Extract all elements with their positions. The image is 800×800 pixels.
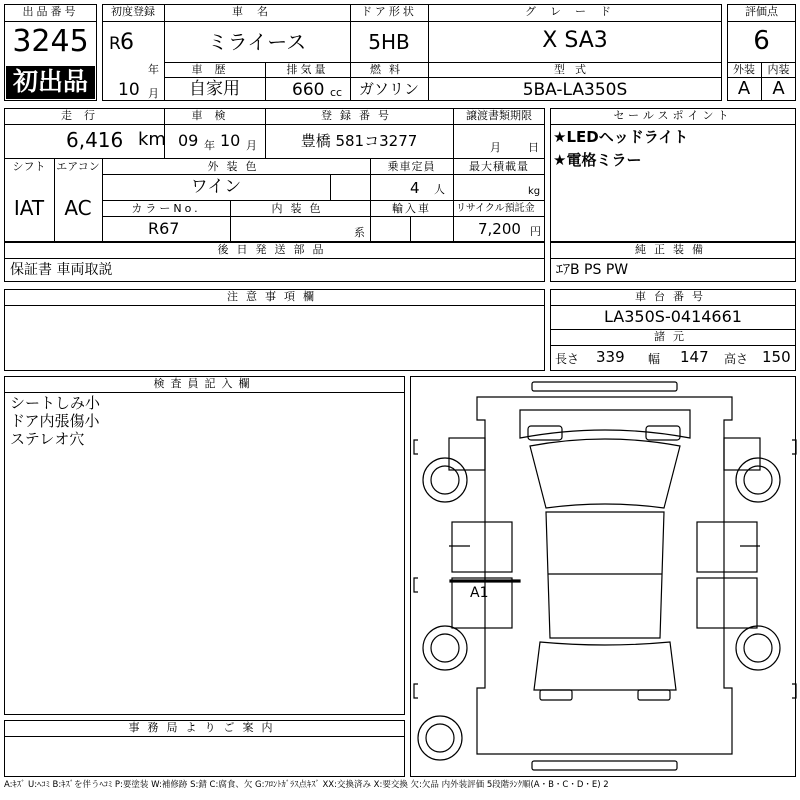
interior-grade: A bbox=[772, 78, 785, 99]
equipment-text: ｴｱB PS PW bbox=[556, 262, 629, 278]
lot-label: 出品番号 bbox=[22, 5, 79, 18]
inspector-note: ドア内張傷小 bbox=[10, 412, 100, 430]
era-symbol: R bbox=[109, 34, 121, 54]
displacement-unit: cc bbox=[330, 86, 343, 99]
displacement: 660 bbox=[292, 80, 325, 100]
recycle-unit: 円 bbox=[530, 225, 541, 238]
chassis-label: 車台番号 bbox=[635, 290, 711, 303]
score-label: 評価点 bbox=[745, 5, 778, 18]
chassis-number: LA350S-0414661 bbox=[604, 307, 742, 326]
month-unit: 月 bbox=[148, 87, 159, 100]
exterior-grade: A bbox=[737, 78, 751, 99]
color-no-label: カラーNo. bbox=[131, 202, 201, 215]
load-label: 最大積載量 bbox=[469, 160, 529, 173]
color-no: R67 bbox=[148, 219, 180, 238]
inspection-month: 10 bbox=[220, 131, 241, 150]
legend-text: A:ｷｽﾞ U:ﾍｺﾐ B:ｷｽﾞを伴うﾍｺﾐ P:要塗装 W:補修跡 S:錆 C:腐食、欠 G:ﾌﾛﾝﾄｶﾞﾗｽ点ｷｽﾞ XX:交換済み X:要交換 欠:欠品 内外装評価 5段階ﾗﾝｸ順(A・B・C・D・E) 2 bbox=[4, 780, 609, 790]
later-docs-text: 保証書 車両取説 bbox=[10, 262, 113, 278]
recycle-label: リサイクル預託金 bbox=[456, 203, 535, 214]
inspection-year: 09 bbox=[178, 131, 199, 150]
inspection-month-unit: 月 bbox=[246, 139, 257, 152]
width: 147 bbox=[680, 348, 709, 366]
door-type: 5HB bbox=[368, 30, 410, 54]
damage-mark: A1 bbox=[470, 585, 489, 601]
shift: IAT bbox=[13, 196, 45, 220]
score: 6 bbox=[753, 26, 770, 56]
ac: AC bbox=[64, 196, 92, 220]
lot-number: 3245 bbox=[12, 24, 89, 59]
year-unit: 年 bbox=[148, 63, 159, 76]
history: 自家用 bbox=[189, 79, 240, 99]
grade-label: グレード bbox=[525, 5, 625, 18]
inspection-label: 車検 bbox=[191, 109, 238, 122]
first-reg-label: 初度登録 bbox=[111, 5, 155, 18]
exterior-label: 外装 bbox=[733, 63, 755, 76]
reg-year: 6 bbox=[120, 30, 134, 55]
shift-label: シフト bbox=[12, 160, 46, 173]
inspector-note: シートしみ小 bbox=[10, 394, 101, 412]
interior-color-unit: 系 bbox=[354, 226, 365, 239]
model-code-label: 型式 bbox=[554, 63, 596, 76]
car-name: ミライース bbox=[207, 30, 307, 54]
first-listing-text: 初出品 bbox=[12, 67, 88, 96]
height: 150 bbox=[762, 348, 791, 366]
inspector-note: ステレオ穴 bbox=[10, 430, 85, 448]
interior-label: 内装 bbox=[767, 63, 790, 76]
car-name-label: 車名 bbox=[232, 5, 282, 18]
capacity-label: 乗車定員 bbox=[387, 160, 436, 173]
transfer-month-unit: 月 bbox=[490, 141, 501, 154]
capacity: 4 bbox=[410, 179, 420, 197]
sales-point-item: ★LEDヘッドライト bbox=[553, 128, 689, 146]
inspector-label: 検査員記入欄 bbox=[153, 377, 256, 390]
plate-label: 登録番号 bbox=[321, 109, 397, 122]
caution-label: 注意事項欄 bbox=[227, 290, 322, 303]
equipment-label: 純正装備 bbox=[635, 243, 711, 256]
history-label: 車歴 bbox=[191, 63, 238, 76]
mileage: 6,416 bbox=[66, 128, 124, 152]
transfer-day-unit: 日 bbox=[528, 141, 539, 154]
dimensions-label: 諸元 bbox=[654, 330, 692, 343]
load-unit: kg bbox=[528, 186, 541, 197]
sales-point-item: ★電格ミラー bbox=[553, 151, 642, 169]
sales-points-label: セールスポイント bbox=[613, 109, 733, 122]
transfer-label: 譲渡書類期限 bbox=[466, 109, 532, 122]
length-label: 長さ bbox=[555, 352, 580, 366]
plate: 豊橋 581コ3277 bbox=[300, 132, 418, 150]
recycle-fee: 7,200 bbox=[478, 220, 521, 238]
model-code: 5BA-LA350S bbox=[522, 80, 628, 100]
color-label: 外装色 bbox=[207, 160, 265, 173]
mileage-label: 走行 bbox=[61, 109, 107, 122]
inspection-year-unit: 年 bbox=[204, 139, 215, 152]
import-label: 輸入車 bbox=[392, 202, 431, 215]
grade: X SA3 bbox=[542, 28, 608, 53]
mileage-unit: km bbox=[138, 129, 166, 150]
ac-label: エアコン bbox=[56, 160, 100, 173]
width-label: 幅 bbox=[648, 352, 661, 366]
interior-color-label: 内装色 bbox=[271, 202, 329, 215]
displacement-label: 排気量 bbox=[286, 63, 329, 76]
capacity-unit: 人 bbox=[434, 183, 445, 196]
length: 339 bbox=[596, 348, 625, 366]
reg-month: 10 bbox=[118, 80, 140, 100]
door-label: ドア形状 bbox=[361, 5, 417, 18]
color: ワイン bbox=[190, 177, 242, 197]
later-docs-label: 後日発送部品 bbox=[217, 243, 332, 256]
fuel-label: 燃料 bbox=[370, 63, 408, 76]
office-label: 事務局よりご案内 bbox=[128, 721, 281, 734]
height-label: 高さ bbox=[724, 352, 749, 366]
fuel: ガソリン bbox=[358, 80, 419, 98]
